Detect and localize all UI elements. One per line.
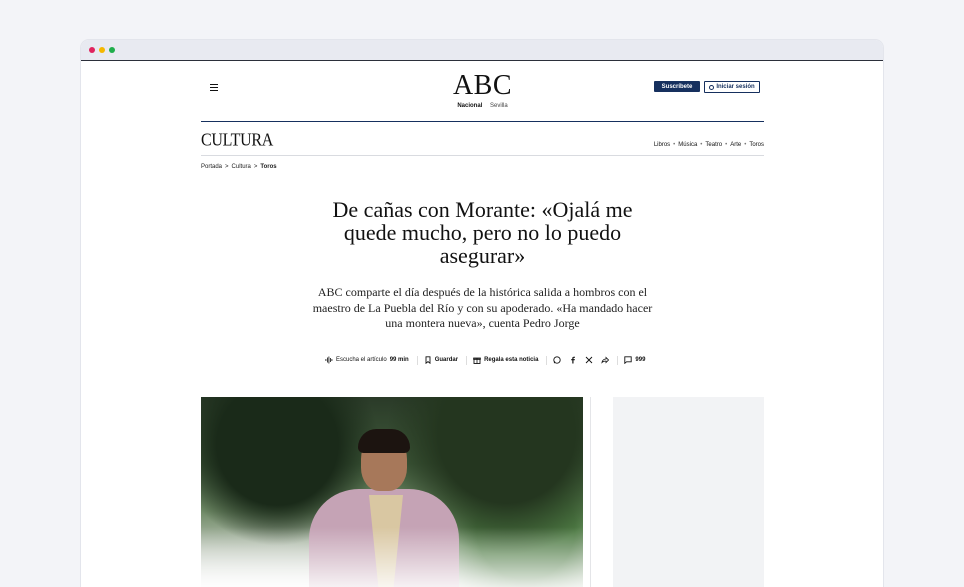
breadcrumb: [201, 164, 277, 170]
nav-separator: •: [725, 142, 728, 148]
listen-label: Escucha el artículo: [336, 357, 387, 363]
sidebar-ad-slot: [613, 397, 764, 587]
section-divider: [201, 155, 764, 156]
browser-window: [81, 40, 883, 587]
article-subtitle: ABC comparte el día después de la histórica salida a hombros con el maestro de La Puebla del Río y con su apoderado. «Ha mandado hacer una montera nueva», cuenta Pedro Jorge: [312, 285, 653, 330]
whatsapp-icon: [553, 356, 561, 364]
bookmark-icon: [424, 356, 432, 364]
comment-icon: [624, 356, 632, 364]
section-title[interactable]: CULTURA: [201, 131, 273, 150]
x-twitter-icon: [585, 356, 593, 364]
close-window-dot[interactable]: [89, 47, 95, 53]
comments-count: 999: [635, 357, 646, 363]
article-actions-bar: [325, 354, 653, 366]
share-arrow-icon: [601, 356, 609, 364]
column-divider: [590, 397, 591, 587]
listen-article-button[interactable]: [325, 356, 409, 364]
edition-selector: [201, 103, 764, 109]
share-button[interactable]: [601, 356, 609, 364]
edition-nacional[interactable]: Nacional: [457, 103, 483, 109]
login-button-label: Iniciar sesión: [716, 84, 755, 90]
listen-duration: 99 min: [389, 357, 409, 363]
share-facebook-button[interactable]: [569, 356, 577, 364]
action-separator: [546, 356, 547, 365]
breadcrumb-current[interactable]: Toros: [260, 164, 277, 170]
header-divider: [201, 121, 764, 122]
audio-waveform-icon: [325, 356, 333, 364]
action-separator: [466, 356, 467, 365]
gift-article-button[interactable]: [473, 356, 538, 364]
login-button[interactable]: [704, 81, 760, 93]
breadcrumb-separator: >: [253, 164, 258, 170]
browser-chrome: [81, 40, 883, 61]
maximize-window-dot[interactable]: [109, 47, 115, 53]
comments-button[interactable]: [624, 356, 645, 364]
breadcrumb-cultura[interactable]: Cultura: [231, 164, 251, 170]
section-nav-libros[interactable]: Libros: [653, 142, 671, 148]
subscribe-button[interactable]: Suscríbete: [654, 81, 700, 92]
gift-icon: [473, 356, 481, 364]
section-nav-musica[interactable]: Música: [678, 142, 698, 148]
action-separator: [417, 356, 418, 365]
share-whatsapp-button[interactable]: [553, 356, 561, 364]
nav-separator: •: [744, 142, 747, 148]
edition-sevilla[interactable]: Sevilla: [490, 103, 508, 109]
site-logo[interactable]: ABC: [452, 70, 513, 101]
section-nav-toros[interactable]: Toros: [749, 142, 764, 148]
action-separator: [617, 356, 618, 365]
gift-label: Regala esta noticia: [484, 357, 539, 363]
section-nav-arte[interactable]: Arte: [730, 142, 742, 148]
user-icon: [709, 85, 714, 90]
nav-separator: •: [700, 142, 703, 148]
save-button[interactable]: [424, 356, 458, 364]
article-hero-image: [201, 397, 583, 587]
hero-fade-overlay: [201, 527, 583, 587]
hero-person-hair: [358, 429, 410, 453]
save-label: Guardar: [434, 357, 459, 363]
section-nav: [654, 142, 764, 148]
minimize-window-dot[interactable]: [99, 47, 105, 53]
share-x-button[interactable]: [585, 356, 593, 364]
facebook-icon: [569, 356, 577, 364]
section-nav-teatro[interactable]: Teatro: [705, 142, 723, 148]
article-page: [201, 61, 764, 587]
article-headline: De cañas con Morante: «Ojalá me quede mucho, pero no lo puedo asegurar»: [332, 197, 633, 268]
breadcrumb-portada[interactable]: Portada: [201, 164, 223, 170]
nav-separator: •: [673, 142, 676, 148]
breadcrumb-separator: >: [225, 164, 229, 170]
